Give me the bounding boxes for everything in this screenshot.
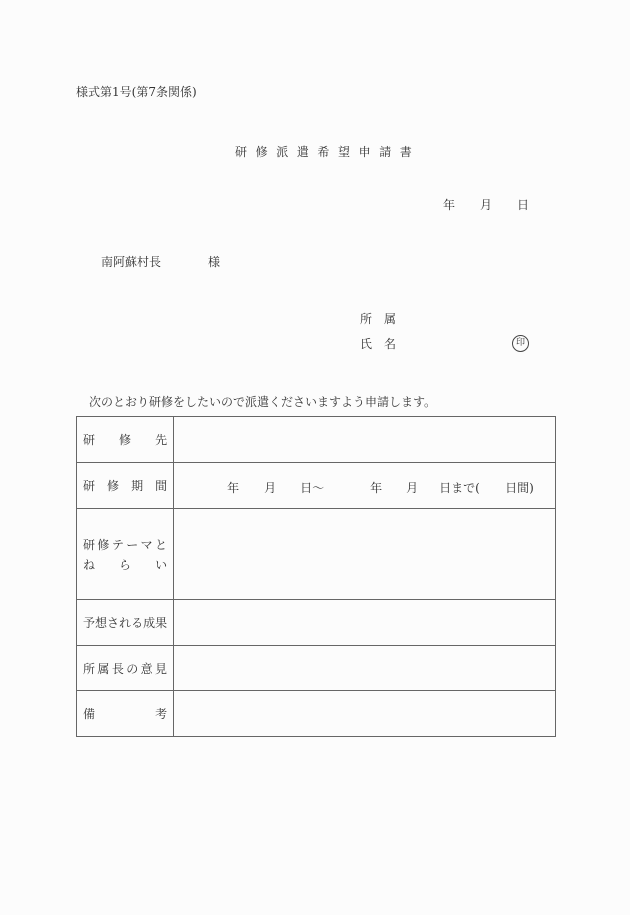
- label-char: 所: [83, 661, 96, 676]
- date-year-label: 年: [443, 198, 456, 212]
- intro-text: 次のとおり研修をしたいので派遣くださいますよう申請します。: [89, 395, 437, 409]
- label-char: 属: [97, 661, 110, 676]
- period-days: 日間): [505, 481, 534, 495]
- label-char: の: [126, 661, 139, 676]
- label-char: テ: [111, 537, 124, 552]
- label-char: れ: [119, 616, 132, 630]
- label-char: 間: [155, 479, 168, 493]
- label-char: マ: [140, 537, 153, 552]
- period-field[interactable]: [174, 463, 556, 509]
- label-char: 研: [83, 433, 96, 447]
- date-day-label: 日: [517, 198, 530, 212]
- label-period: [77, 463, 174, 509]
- application-table: [76, 416, 556, 737]
- table-row-expected-results: [77, 600, 556, 646]
- label-char: さ: [107, 616, 120, 630]
- name-row: [360, 337, 525, 363]
- document-title: 研修派遣希望申請書: [235, 145, 421, 159]
- label-char: 研: [83, 537, 96, 552]
- table-row-period: [77, 463, 556, 509]
- addressee: [101, 255, 221, 269]
- table-row-remarks: [77, 691, 556, 737]
- label-char: 備: [83, 707, 96, 721]
- remarks-field[interactable]: [174, 691, 556, 737]
- affiliation-row: [360, 313, 408, 338]
- label-char: 修: [119, 433, 132, 447]
- label-remarks: [77, 691, 174, 737]
- table-row-manager-opinion: [77, 646, 556, 691]
- table-row-destination: [77, 417, 556, 463]
- period-start-day: 日～: [300, 481, 325, 495]
- label-char: 成: [143, 616, 156, 630]
- label-expected-results: [77, 600, 174, 646]
- manager-opinion-field[interactable]: [174, 646, 556, 691]
- theme-field[interactable]: [174, 509, 556, 600]
- label-char: い: [155, 557, 168, 572]
- table-row-theme: [77, 509, 556, 600]
- name-label: 氏名: [360, 337, 409, 351]
- period-end-month: 月: [406, 481, 419, 495]
- period-start-month: 月: [264, 481, 277, 495]
- period-end-day: 日まで(: [439, 481, 480, 495]
- addressee-honorific: 様: [208, 255, 221, 269]
- affiliation-label: 所属: [360, 312, 409, 326]
- destination-field[interactable]: [174, 417, 556, 463]
- expected-results-field[interactable]: [174, 600, 556, 646]
- label-destination: [77, 417, 174, 463]
- label-char: と: [155, 537, 168, 552]
- label-char: 長: [111, 661, 124, 676]
- date-month-label: 月: [480, 198, 493, 212]
- label-char: 果: [155, 616, 168, 630]
- seal-icon: 印: [512, 335, 529, 352]
- label-char: 先: [155, 433, 168, 447]
- label-char: ね: [83, 557, 96, 572]
- label-char: ら: [119, 557, 132, 572]
- addressee-name: 南阿蘇村長: [101, 255, 162, 269]
- period-start-year: 年: [227, 481, 240, 495]
- label-char: ー: [126, 537, 139, 552]
- label-char: 予: [83, 616, 96, 630]
- label-char: 見: [155, 661, 168, 676]
- label-char: 考: [155, 707, 168, 721]
- label-char: 修: [97, 537, 110, 552]
- form-number: 様式第1号(第7条関係): [76, 85, 197, 99]
- label-manager-opinion: [77, 646, 174, 691]
- label-theme: [77, 509, 174, 600]
- label-char: 研: [83, 479, 96, 493]
- label-char: 期: [131, 479, 144, 493]
- label-char: 意: [140, 661, 153, 676]
- label-char: 修: [107, 479, 120, 493]
- label-char: る: [131, 616, 144, 630]
- label-char: 想: [95, 616, 108, 630]
- applicant-block: [360, 312, 525, 363]
- period-end-year: 年: [370, 481, 383, 495]
